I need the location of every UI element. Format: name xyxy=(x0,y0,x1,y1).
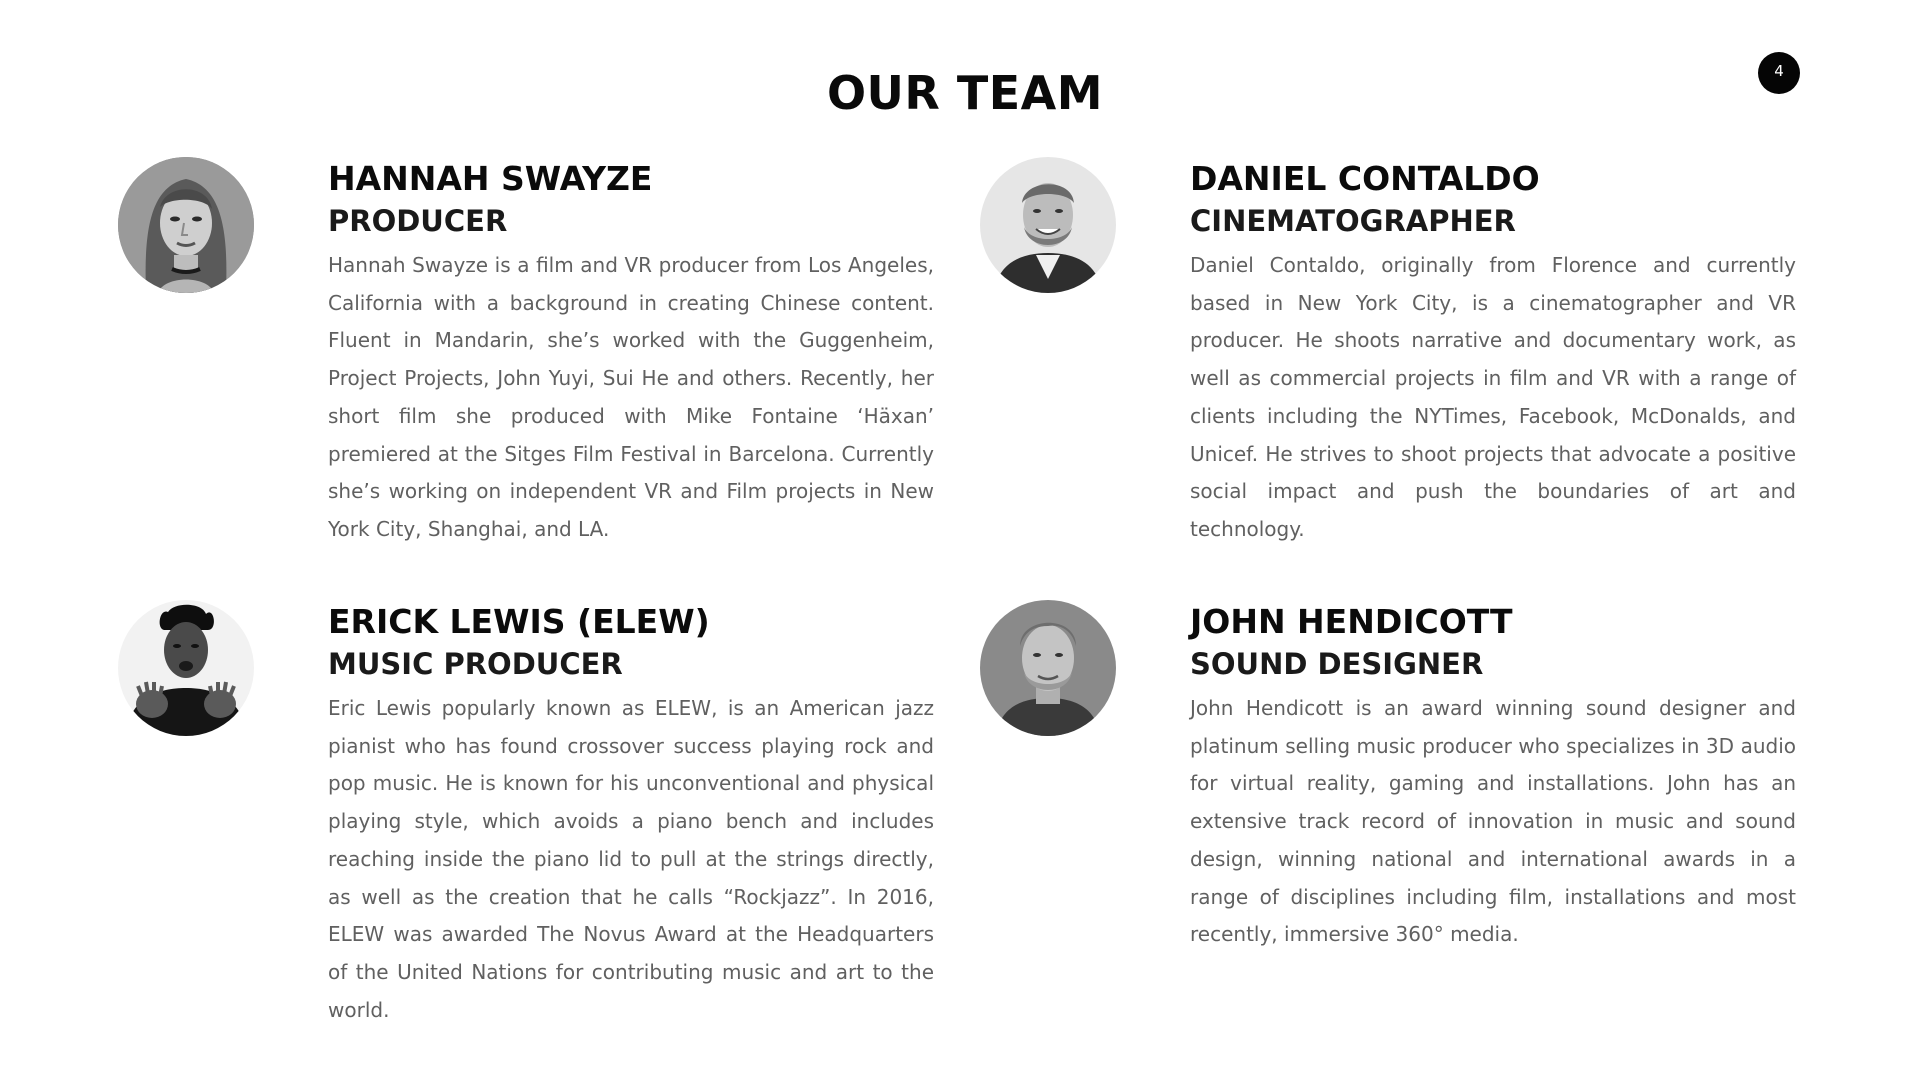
member-name: JOHN HENDICOTT xyxy=(1190,602,1513,641)
member-name: HANNAH SWAYZE xyxy=(328,159,653,198)
member-bio: John Hendicott is an award winning sound designer and platinum selling music producer who specializes in 3D audio for virtual reality, gaming and installations. John has an extensive track record of innovation in music and sound design, winning national and international awards in a range of disciplines including film, installations and most recently, immersive 360° media. xyxy=(1190,696,1796,947)
member-bio: Hannah Swayze is a film and VR producer from Los Angeles, California with a background in creating Chinese content. Fluent in Mandarin, she’s worked with the Guggenheim, Project Projects, John Yuyi, Sui He and others. Recently, her short film she produced with Mike Fontaine ‘Häxan’ premiered at the Sitges Film Festival in Barcelona. Currently she’s working on independent VR and Film projects in New York City, Shanghai, and LA. xyxy=(328,253,934,541)
member-bio: Eric Lewis popularly known as ELEW, is an American jazz pianist who has found crossover success playing rock and pop music. He is known for his unconventional and physical playing style, which avoids a piano bench and includes reaching inside the piano lid to pull at the strings directly, as well as the creation that he calls “Rockjazz”. In 2016, ELEW was awarded The Novus Award at the Headquarters of the United Nations for contributing music and art to the world. xyxy=(328,696,934,1022)
member-role: PRODUCER xyxy=(328,204,508,238)
avatar-daniel-contaldo xyxy=(980,157,1116,293)
member-role: MUSIC PRODUCER xyxy=(328,647,623,681)
member-bio: Daniel Contaldo, originally from Florence and currently based in New York City, is a cinematographer and VR producer. He shoots narrative and documentary work, as well as commercial projects in film and VR with a range of clients including the NYTimes, Facebook, McDonalds, and Unicef. He strives to shoot projects that advocate a positive social impact and push the boundaries of art and technology. xyxy=(1190,253,1796,541)
page-title: OUR TEAM xyxy=(826,66,1104,120)
member-role: SOUND DESIGNER xyxy=(1190,647,1484,681)
avatar-erick-lewis xyxy=(118,600,254,736)
member-name: ERICK LEWIS (ELEW) xyxy=(328,602,710,641)
member-role: CINEMATOGRAPHER xyxy=(1190,204,1516,238)
avatar-hannah-swayze xyxy=(118,157,254,293)
avatar-john-hendicott xyxy=(980,600,1116,736)
page-number-badge: 4 xyxy=(1758,52,1800,94)
member-name: DANIEL CONTALDO xyxy=(1190,159,1540,198)
